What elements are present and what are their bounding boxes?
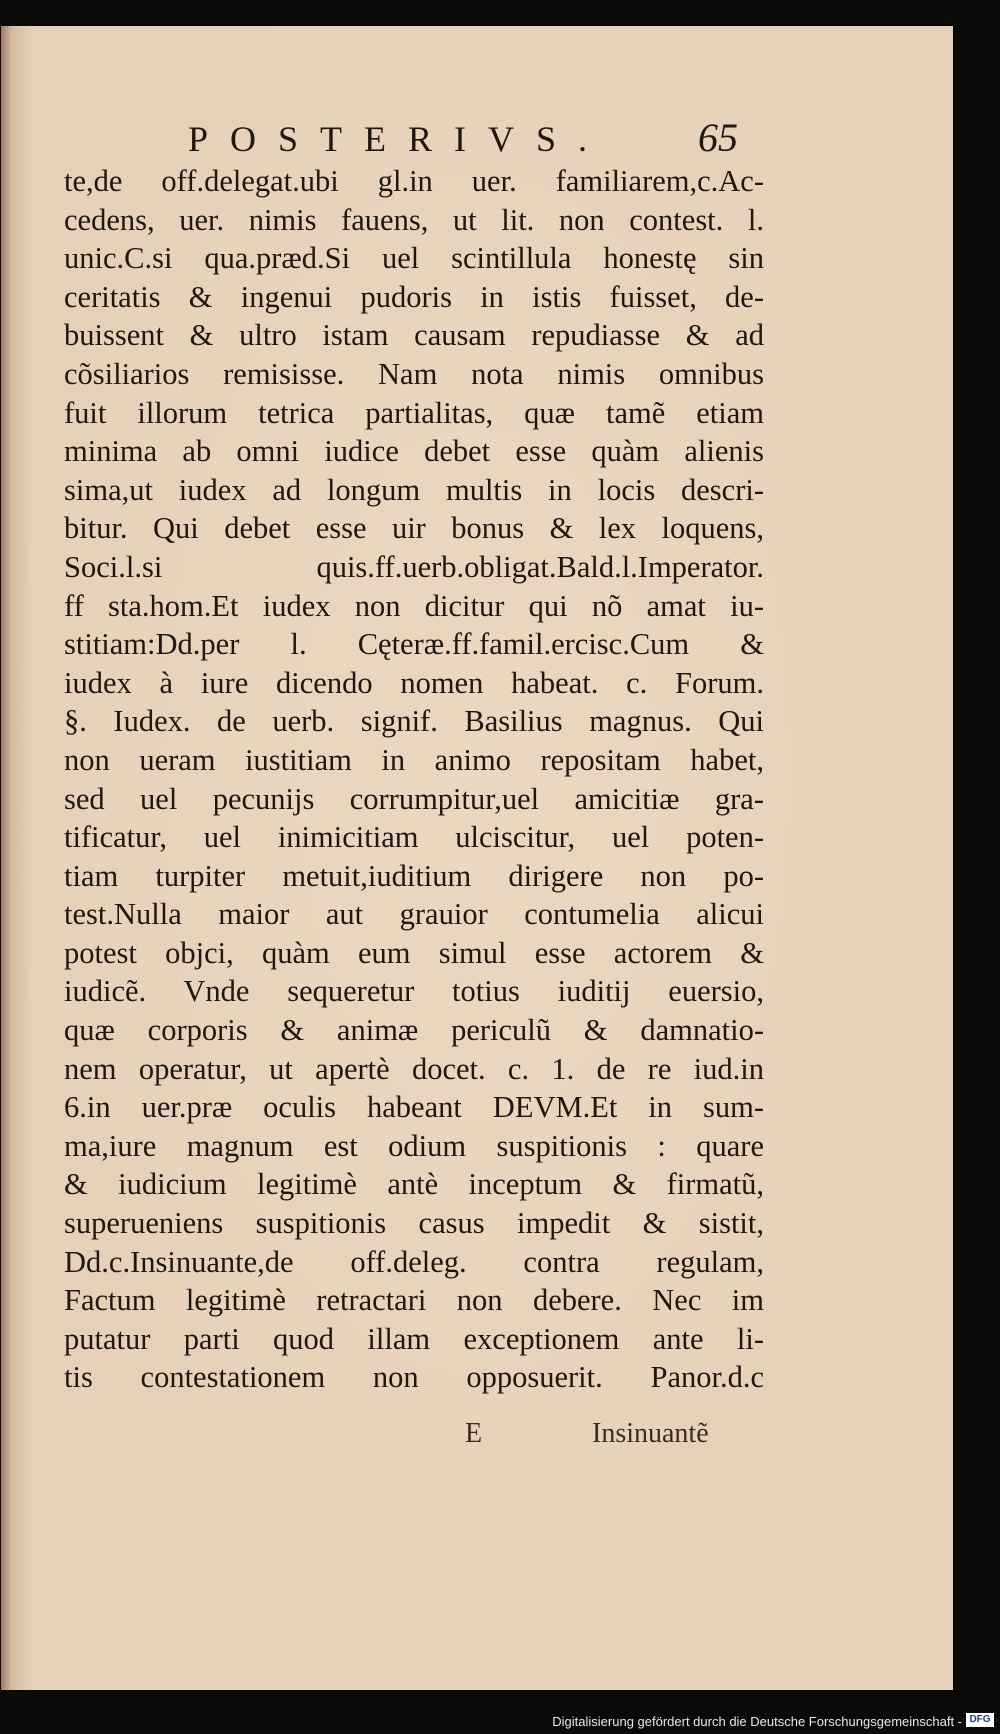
text-line: iudicẽ. Vnde sequeretur totius iuditij euersio, — [64, 974, 764, 1009]
text-line: te,de off.delegat.ubi gl.in uer. familiarem,c.Ac- — [64, 164, 764, 198]
text-line: cõsiliarios remisisse. Nam nota nimis omnibus — [64, 356, 764, 391]
text-line: tis contestationem non opposuerit. Panor.d.c — [64, 1360, 764, 1395]
text-line: ma,iure magnum est odium suspitionis : quare — [64, 1128, 764, 1163]
text-line: 6.in uer.præ oculis habeant DEVM.Et in sum- — [64, 1090, 764, 1125]
text-line: unic.C.si qua.præd.Si uel scintillula honestę sin — [64, 241, 764, 276]
text-line: stitiam:Dd.per l. Cęteræ.ff.famil.ercisc.Cum & — [64, 627, 764, 662]
text-line: superueniens suspitionis casus impedit & sistit, — [64, 1206, 764, 1241]
text-line: minima ab omni iudice debet esse quàm alienis — [64, 434, 764, 469]
text-line: & iudicium legitimè antè inceptum & firmatũ, — [64, 1167, 764, 1202]
funding-notice: Digitalisierung gefördert durch die Deutsche Forschungsgemeinschaft - — [552, 1714, 962, 1729]
text-line: bitur. Qui debet esse uir bonus & lex loquens, — [64, 511, 764, 546]
text-line: putatur parti quod illam exceptionem ante li- — [64, 1321, 764, 1356]
text-line: quæ corporis & animæ periculũ & damnatio- — [64, 1013, 764, 1048]
text-line: sed uel pecunijs corrumpitur,uel amicitiæ gra- — [64, 781, 764, 816]
text-line: Dd.c.Insinuante,de off.deleg. contra regulam, — [64, 1244, 764, 1279]
running-head: POSTERIVS. — [188, 119, 610, 159]
book-page — [1, 26, 953, 1690]
text-line: cedens, uer. nimis fauens, ut lit. non contest. l. — [64, 202, 764, 237]
text-line: tiam turpiter metuit,iuditium dirigere non po- — [64, 858, 764, 893]
text-line: test.Nulla maior aut grauior contumelia alicui — [64, 897, 764, 932]
text-line: ff sta.hom.Et iudex non dicitur qui nõ amat iu- — [64, 588, 764, 623]
text-line: potest objci, quàm eum simul esse actorem & — [64, 935, 764, 970]
text-line: tificatur, uel inimicitiam ulciscitur, uel poten- — [64, 820, 764, 855]
text-line: ceritatis & ingenui pudoris in istis fuisset, de- — [64, 279, 764, 314]
text-line: §. Iudex. de uerb. signif. Basilius magnus. Qui — [64, 704, 764, 739]
body-text — [64, 162, 764, 1397]
text-line: iudex à iure dicendo nomen habeat. c. Forum. — [64, 665, 764, 700]
dfg-logo-icon: DFG — [966, 1713, 994, 1727]
page-number: 65 — [698, 115, 738, 160]
signature-mark: E — [465, 1418, 483, 1449]
footer-bar — [0, 1706, 1000, 1734]
catchline — [1, 1418, 953, 1458]
text-line: non ueram iustitiam in animo repositam habet, — [64, 742, 764, 777]
text-line: Soci.l.si quis.ff.uerb.obligat.Bald.l.Imperator. — [64, 549, 764, 584]
text-line: Factum legitimè retractari non debere. Nec im — [64, 1283, 764, 1318]
text-line: nem operatur, ut apertè docet. c. 1. de re iud.in — [64, 1051, 764, 1086]
text-line: buissent & ultro istam causam repudiasse & ad — [64, 318, 764, 353]
text-line: sima,ut iudex ad longum multis in locis descri- — [64, 472, 764, 507]
text-line: fuit illorum tetrica partialitas, quæ tamẽ etiam — [64, 395, 764, 430]
catchword: Insinuantẽ — [592, 1418, 709, 1449]
